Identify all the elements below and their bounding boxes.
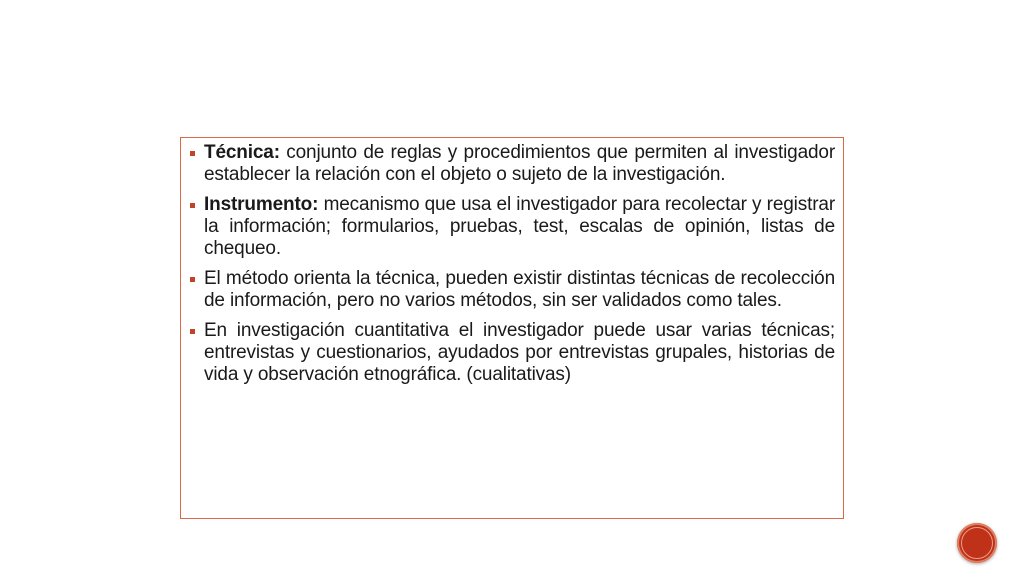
bullet-text: conjunto de reglas y procedimientos que permiten al investigador establecer la relación con el objeto o sujeto de la investigación. — [204, 142, 835, 185]
bullet-text: En investigación cuantitativa el investigador puede usar varias técnicas; entrevistas y cuestionarios, ayudados por entrevistas grupales, historias de vida y observación etnográfica. (cualitativas) — [204, 320, 835, 385]
bullet-text: mecanismo que usa el investigador para recolectar y registrar la información; formularios, pruebas, test, escalas de opinión, listas de chequeo. — [204, 194, 835, 259]
bullet-term: Técnica: — [204, 142, 280, 163]
square-bullet-icon — [190, 329, 195, 334]
badge-ring — [961, 527, 993, 559]
bullet-list — [187, 142, 835, 386]
bullet-item-cuantitativa — [187, 320, 835, 386]
bullet-item-instrumento — [187, 194, 835, 260]
square-bullet-icon — [190, 151, 195, 156]
bullet-text: El método orienta la técnica, pueden existir distintas técnicas de recolección de información, pero no varios métodos, sin ser validados como tales. — [204, 268, 835, 311]
bullet-item-metodo — [187, 268, 835, 312]
square-bullet-icon — [190, 277, 195, 282]
bullet-item-tecnica — [187, 142, 835, 186]
content-text-box[interactable] — [180, 137, 844, 519]
bullet-term: Instrumento: — [204, 194, 319, 215]
slide-number-badge-icon — [957, 523, 997, 563]
square-bullet-icon — [190, 203, 195, 208]
